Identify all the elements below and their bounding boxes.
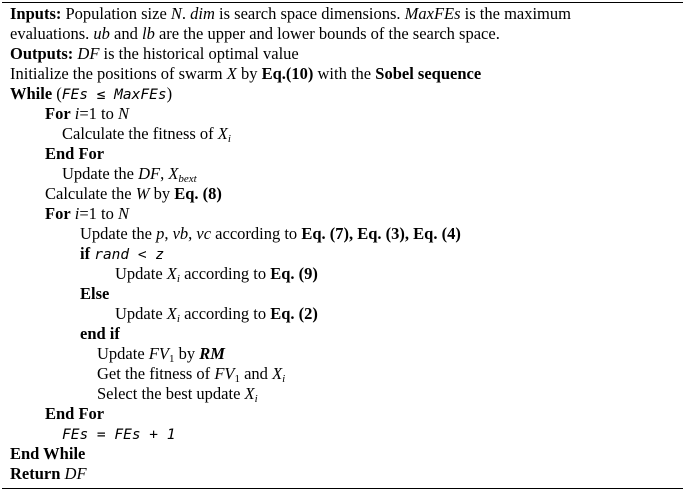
text: ) <box>166 84 173 103</box>
text: according to <box>211 224 302 243</box>
text: vb <box>172 224 189 243</box>
text: X <box>272 364 283 383</box>
text: i <box>254 393 258 405</box>
text: Return <box>10 464 61 483</box>
text: , <box>164 224 173 243</box>
algo-line-inputs-cont <box>10 24 500 44</box>
algo-line-outputs <box>10 44 299 64</box>
text: MaxFEs <box>404 4 461 23</box>
algo-line-end-while <box>10 444 85 464</box>
algo-line-select-best <box>97 384 258 409</box>
text: =1 to <box>79 204 119 223</box>
inputs-label: Inputs: <box>10 4 62 23</box>
text: FV <box>214 364 235 383</box>
text: X <box>244 384 255 403</box>
text: i <box>176 273 180 285</box>
algo-line-for-1 <box>45 104 129 124</box>
text: . <box>181 4 191 23</box>
algo-line-inputs <box>10 4 571 24</box>
text: W <box>135 184 150 203</box>
text: , <box>160 164 169 183</box>
text: Population size <box>61 4 171 23</box>
text: Get the fitness of <box>97 364 215 383</box>
text: N <box>118 204 130 223</box>
text: X <box>166 264 177 283</box>
text: For <box>45 104 71 123</box>
text: N <box>118 104 130 123</box>
text: Select the best update <box>97 384 245 403</box>
text: i <box>176 313 180 325</box>
text: by <box>236 64 262 83</box>
algo-line-while <box>10 84 172 105</box>
algo-line-if <box>80 244 164 265</box>
text: Eq. (2) <box>270 304 318 323</box>
bottom-rule <box>2 488 683 489</box>
text: =1 to <box>79 104 119 123</box>
text: is search space dimensions. <box>214 4 405 23</box>
text: vc <box>196 224 212 243</box>
text: end if <box>80 324 120 343</box>
text: with the <box>313 64 376 83</box>
text: Update <box>97 344 149 363</box>
text: ub <box>93 24 110 43</box>
text: While <box>10 84 53 103</box>
algo-line-calc-w <box>45 184 222 204</box>
algo-line-update-eq9 <box>115 264 318 289</box>
text: 1 <box>168 353 175 365</box>
algo-line-increment <box>62 424 176 445</box>
algo-line-update-p <box>80 224 461 244</box>
text: Update the <box>62 164 139 183</box>
text: FEs ≤ MaxFEs <box>61 87 167 103</box>
text: X <box>217 124 228 143</box>
algo-line-return <box>10 464 87 484</box>
algo-line-for-2 <box>45 204 129 224</box>
text: by <box>174 344 200 363</box>
text: Eq. (9) <box>270 264 318 283</box>
text: FEs = FEs + 1 <box>62 427 176 443</box>
text: if <box>80 244 91 263</box>
text: DF <box>77 44 100 63</box>
text: and <box>109 24 142 43</box>
text: Eq. (8) <box>174 184 222 203</box>
text: X <box>166 304 177 323</box>
text: Sobel sequence <box>375 64 482 83</box>
text: Initialize the positions of swarm <box>10 64 227 83</box>
text: p <box>156 224 165 243</box>
text: according to <box>179 264 271 283</box>
text: Calculate the <box>45 184 136 203</box>
algo-line-end-if <box>80 324 120 344</box>
text: End For <box>45 404 105 423</box>
text: Update <box>115 264 167 283</box>
text: evaluations. <box>10 24 94 43</box>
text: i <box>227 133 231 145</box>
text: DF <box>138 164 161 183</box>
outputs-label: Outputs: <box>10 44 74 63</box>
algo-line-else <box>80 284 109 304</box>
text: Calculate the fitness of <box>62 124 218 143</box>
text: End While <box>10 444 86 463</box>
text: X <box>226 64 237 83</box>
text: i <box>74 104 80 123</box>
text: i <box>74 204 80 223</box>
text: and <box>239 364 273 383</box>
text: X <box>168 164 179 183</box>
text: End For <box>45 144 105 163</box>
text: RM <box>199 344 225 363</box>
text: rand < z <box>94 247 165 263</box>
algo-line-init <box>10 64 481 84</box>
top-rule <box>2 2 683 3</box>
text: Update the <box>80 224 157 243</box>
algo-line-end-for-2 <box>45 404 104 424</box>
text: For <box>45 204 71 223</box>
text: DF <box>64 464 87 483</box>
text: Eq. (7), Eq. (3), Eq. (4) <box>301 224 461 243</box>
text: by <box>149 184 175 203</box>
text: Update <box>115 304 167 323</box>
text: ( <box>52 84 62 103</box>
text: are the upper and lower bounds of the search space. <box>154 24 500 43</box>
text: N <box>170 4 182 23</box>
text: bext <box>178 173 197 185</box>
text: Eq.(10) <box>261 64 314 83</box>
text: lb <box>141 24 155 43</box>
text: Else <box>80 284 110 303</box>
text: is the maximum <box>460 4 571 23</box>
algo-line-end-for-1 <box>45 144 104 164</box>
text: FV <box>148 344 169 363</box>
text: , <box>188 224 197 243</box>
text: i <box>282 373 286 385</box>
algo-line-update-eq2 <box>115 304 318 329</box>
text: is the historical optimal value <box>99 44 299 63</box>
text: according to <box>179 304 271 323</box>
text: 1 <box>234 373 240 385</box>
text: dim <box>190 4 215 23</box>
